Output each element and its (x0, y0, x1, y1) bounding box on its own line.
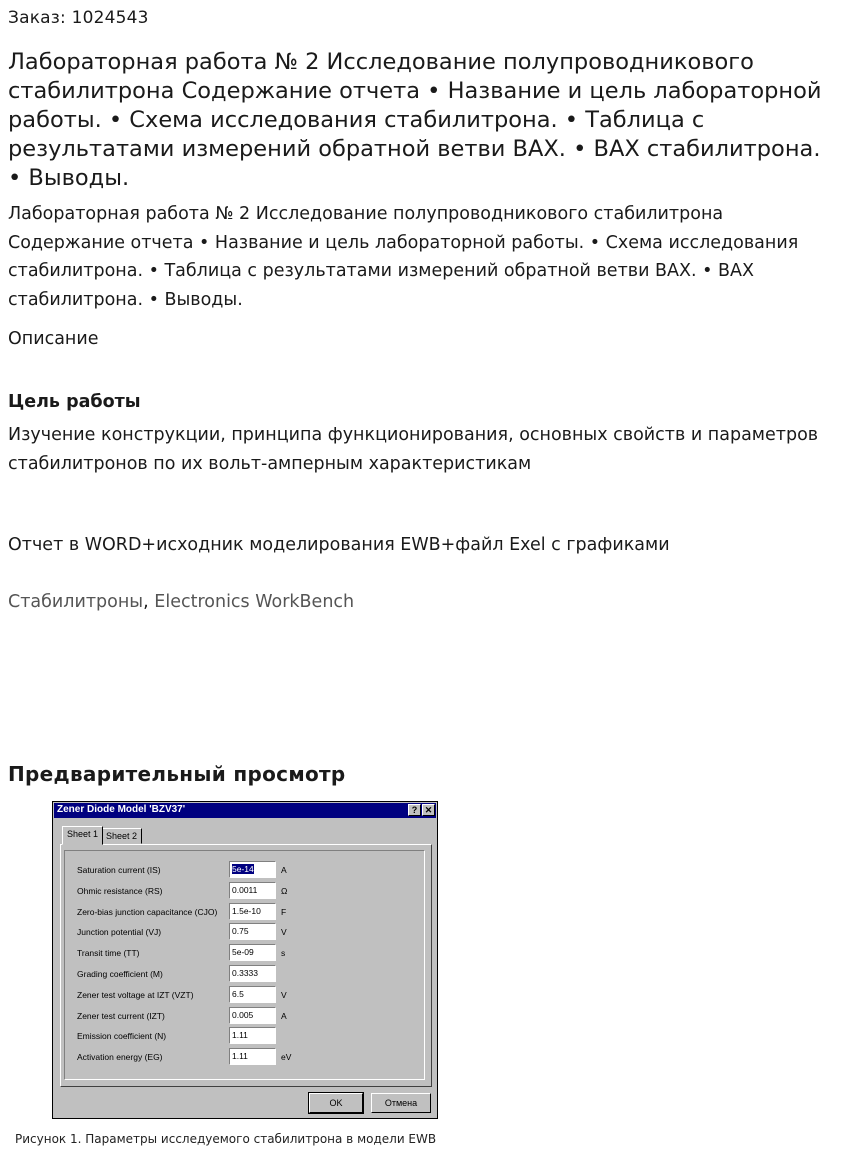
goal-heading: Цель работы (8, 392, 141, 412)
param-unit: V (281, 989, 287, 1000)
param-row (77, 1027, 417, 1045)
close-icon[interactable]: ✕ (422, 804, 435, 816)
param-label: Junction potential (VJ) (77, 927, 162, 938)
param-value: 5e-14 (232, 864, 254, 874)
tag-link-ewb[interactable]: Electronics WorkBench (154, 592, 355, 612)
param-row (77, 1048, 417, 1066)
param-value: 1.11 (232, 1030, 248, 1041)
param-value-input[interactable] (229, 882, 276, 899)
tag-link-stabilitrons[interactable]: Стабилитроны (8, 592, 144, 612)
param-row (77, 944, 417, 962)
param-value: 0.0011 (232, 884, 258, 895)
param-value-input[interactable] (229, 1027, 276, 1044)
param-value-input[interactable] (229, 944, 276, 961)
tab-sheet-2[interactable]: Sheet 2 (101, 828, 142, 844)
param-row (77, 986, 417, 1004)
tag-list (8, 592, 354, 612)
report-contents: Отчет в WORD+исходник моделирования EWB+файл Exel с графиками (8, 535, 670, 555)
param-label: Zener test voltage at IZT (VZT) (77, 989, 194, 1000)
tag-separator: , (143, 592, 149, 612)
param-label: Activation energy (EG) (77, 1052, 163, 1063)
sheet-panel (60, 844, 432, 1087)
goal-line-1: Изучение конструкции, принципа функционирования, основных свойств и параметров (8, 425, 819, 445)
description-label: Описание (8, 329, 99, 349)
param-value-input[interactable] (229, 965, 276, 982)
figure-caption: Рисунок 1. Параметры исследуемого стабилитрона в модели EWB (15, 1132, 437, 1146)
summary-text: Лабораторная работа № 2 Исследование полупроводникового стабилитрона Содержание отчета • Название и цель лабораторной работы. • Схема исследования стабилитрона. • Таблица с результатами измерений обратной ветви ВАХ. • ВАХ стабилитрона. • Выводы. (8, 204, 799, 310)
param-unit: A (281, 865, 287, 875)
ok-button[interactable]: OK (309, 1093, 363, 1113)
param-value-input[interactable] (229, 1048, 276, 1065)
order-number: Заказ: 1024543 (8, 8, 149, 28)
param-row (77, 965, 417, 983)
parameters-group (64, 850, 425, 1080)
param-value: 0.005 (232, 1009, 254, 1020)
param-row (77, 923, 417, 941)
param-label: Emission coefficient (N) (77, 1031, 167, 1042)
param-value: 5e-09 (232, 947, 254, 958)
param-value-input[interactable] (229, 903, 276, 920)
param-unit: A (281, 1010, 287, 1021)
goal-line-2: стабилитронов по их вольт-амперным характеристикам (8, 453, 532, 474)
param-value: 0.75 (232, 926, 249, 937)
preview-heading: Предварительный просмотр (8, 762, 346, 786)
cancel-button[interactable]: Отмена (371, 1093, 431, 1113)
param-label: Saturation current (IS) (77, 865, 161, 875)
param-unit: eV (281, 1052, 292, 1063)
param-value: 6.5 (232, 988, 244, 999)
param-row (77, 861, 417, 879)
param-value: 1.5e-10 (232, 905, 261, 916)
param-row (77, 903, 417, 921)
param-value: 0.3333 (232, 968, 258, 978)
param-label: Ohmic resistance (RS) (77, 885, 163, 896)
param-unit: V (281, 927, 287, 938)
param-value: 1.11 (232, 1051, 248, 1062)
param-label: Zero-bias junction capacitance (CJO) (77, 906, 218, 917)
param-label: Zener test current (IZT) (77, 1010, 165, 1021)
tab-sheet-1[interactable]: Sheet 1 (62, 826, 103, 845)
param-label: Transit time (TT) (77, 948, 140, 959)
param-unit: Ω (281, 885, 288, 896)
param-value-input[interactable] (229, 986, 276, 1003)
param-row (77, 1007, 417, 1025)
goal-text (8, 421, 838, 478)
param-value-input[interactable] (229, 923, 276, 940)
param-unit: F (281, 906, 287, 917)
page-title: Лабораторная работа № 2 Исследование полупроводникового стабилитрона Содержание отчета • Название и цель лабораторной работы. • Схема исследования стабилитрона. • Таблица с результатами измерений обратной ветви ВАХ. • ВАХ стабилитрона. • Выводы. (8, 49, 822, 191)
param-value-input[interactable] (229, 861, 276, 878)
param-row (77, 882, 417, 900)
param-value-input[interactable] (229, 1007, 276, 1024)
dialog-title: Zener Diode Model 'BZV37' (57, 804, 186, 815)
dialog-titlebar (54, 803, 436, 818)
help-icon[interactable]: ? (408, 804, 421, 816)
preview-image-dialog (52, 801, 438, 1119)
param-label: Grading coefficient (M) (77, 969, 163, 979)
param-unit: s (281, 948, 286, 959)
